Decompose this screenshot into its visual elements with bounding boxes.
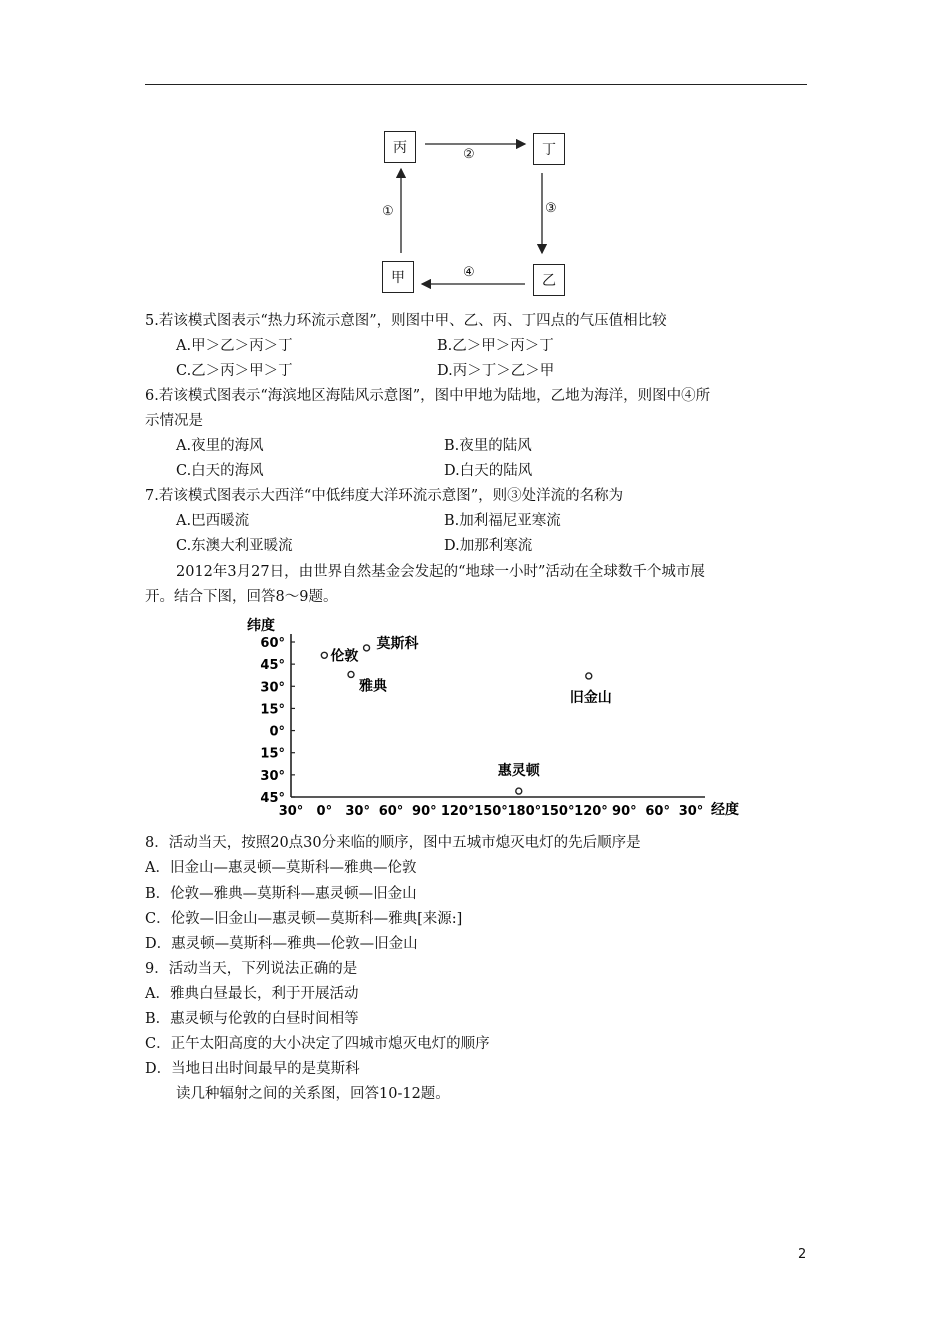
x-tick-label: 150° [474,804,508,819]
page-number: 2 [798,1247,807,1262]
city-label: 伦敦 [330,648,359,665]
city-label: 旧金山 [569,689,612,706]
x-tick-label: 30° [345,804,370,819]
y-tick-label: 30° [260,680,285,696]
q6-option-a: A.夜里的海风 [176,438,264,454]
q9-option-c: C．正午太阳高度的大小决定了四城市熄灭电灯的顺序 [145,1036,490,1052]
q8-stem: 8．活动当天，按照20点30分来临的顺序，图中五城市熄灭电灯的先后顺序是 [145,835,641,851]
q8-option-a: A．旧金山—惠灵顿—莫斯科—雅典—伦敦 [145,860,417,876]
y-tick-label: 60° [260,636,285,651]
city-location-chart [245,612,745,827]
city-point [348,671,354,677]
q9-stem: 9．活动当天，下列说法正确的是 [145,961,358,977]
q7-option-c: C.东澳大利亚暖流 [176,538,293,554]
city-point [321,652,327,658]
q7-option-a: A.巴西暖流 [176,513,250,529]
x-axis-label: 经度 [711,802,739,818]
q5-option-d: D.丙＞丁＞乙＞甲 [437,363,555,379]
q6-stem-line1: 6.若该模式图表示“海滨地区海陆风示意图”，图中甲地为陆地，乙地为海洋，则图中④所 [145,388,711,404]
intro89-line1: 2012年3月27日，由世界自然基金会发起的“地球一小时”活动在全球数千个城市展 [176,564,705,580]
x-tick-label: 0° [316,804,333,819]
city-chart-svg [245,612,745,827]
box-bing: 丙 [384,131,416,163]
x-tick-label: 30° [678,804,704,819]
q8-option-c: C．伦敦—旧金山—惠灵顿—莫斯科—雅典[来源:] [145,911,463,927]
y-tick-label: 45° [260,791,285,806]
q7-stem: 7.若该模式图表示大西洋“中低纬度大洋环流示意图”，则③处洋流的名称为 [145,488,624,504]
city-label: 雅典 [359,678,387,695]
circulation-diagram [370,125,580,305]
header-rule [145,84,807,85]
city-label: 惠灵顿 [497,763,540,780]
city-point [364,645,370,651]
x-tick-label: 90° [612,804,637,819]
q9-option-b: B．惠灵顿与伦敦的白昼时间相等 [145,1011,359,1027]
q9-option-d: D．当地日出时间最早的是莫斯科 [145,1061,360,1077]
city-point [586,673,592,679]
q8-option-d: D．惠灵顿—莫斯科—雅典—伦敦—旧金山 [145,936,418,952]
x-tick-label: 30° [278,804,304,819]
x-tick-label: 90° [412,804,437,819]
x-tick-label: 60° [645,804,670,819]
q7-option-b: B.加利福尼亚寒流 [444,513,561,529]
q5-option-a: A.甲＞乙＞丙＞丁 [176,338,293,354]
q5-option-b: B.乙＞甲＞丙＞丁 [437,338,554,354]
x-tick-label: 60° [378,804,404,819]
y-tick-label: 15° [260,702,285,718]
y-tick-label: 0° [269,724,285,740]
q6-stem-line2: 示情况是 [145,413,203,429]
q6-option-c: C.白天的海风 [176,463,264,479]
label-3: ③ [545,201,557,216]
q5-stem: 5.若该模式图表示“热力环流示意图”，则图中甲、乙、丙、丁四点的气压值相比较 [145,313,667,329]
x-tick-label: 120° [440,804,475,819]
q6-option-d: D.白天的陆风 [444,463,533,479]
intro89-line2: 开。结合下图，回答8～9题。 [145,589,338,605]
y-tick-label: 15° [260,746,285,762]
q6-option-b: B.夜里的陆风 [444,438,532,454]
q5-option-c: C.乙＞丙＞甲＞丁 [176,363,293,379]
q8-option-b: B．伦敦—雅典—莫斯科—惠灵顿—旧金山 [145,886,417,902]
city-label: 莫斯科 [376,635,419,652]
label-4: ④ [463,265,475,280]
box-jia: 甲 [382,261,414,293]
city-point [516,788,522,794]
label-2: ② [463,147,475,162]
q9-option-a: A．雅典白昼最长，利于开展活动 [145,986,359,1002]
box-yi: 乙 [533,264,565,296]
box-ding: 丁 [533,133,565,165]
q7-option-d: D.加那利寒流 [444,538,533,554]
x-tick-label: 150° [540,804,575,819]
label-1: ① [382,204,394,219]
x-tick-label: 180° [507,804,542,819]
x-tick-label: 120° [574,804,608,819]
y-axis-label: 纬度 [247,618,275,634]
intro1012: 读几种辐射之间的关系图，回答10-12题。 [176,1086,450,1102]
y-tick-label: 45° [260,658,285,674]
y-tick-label: 30° [260,768,285,784]
